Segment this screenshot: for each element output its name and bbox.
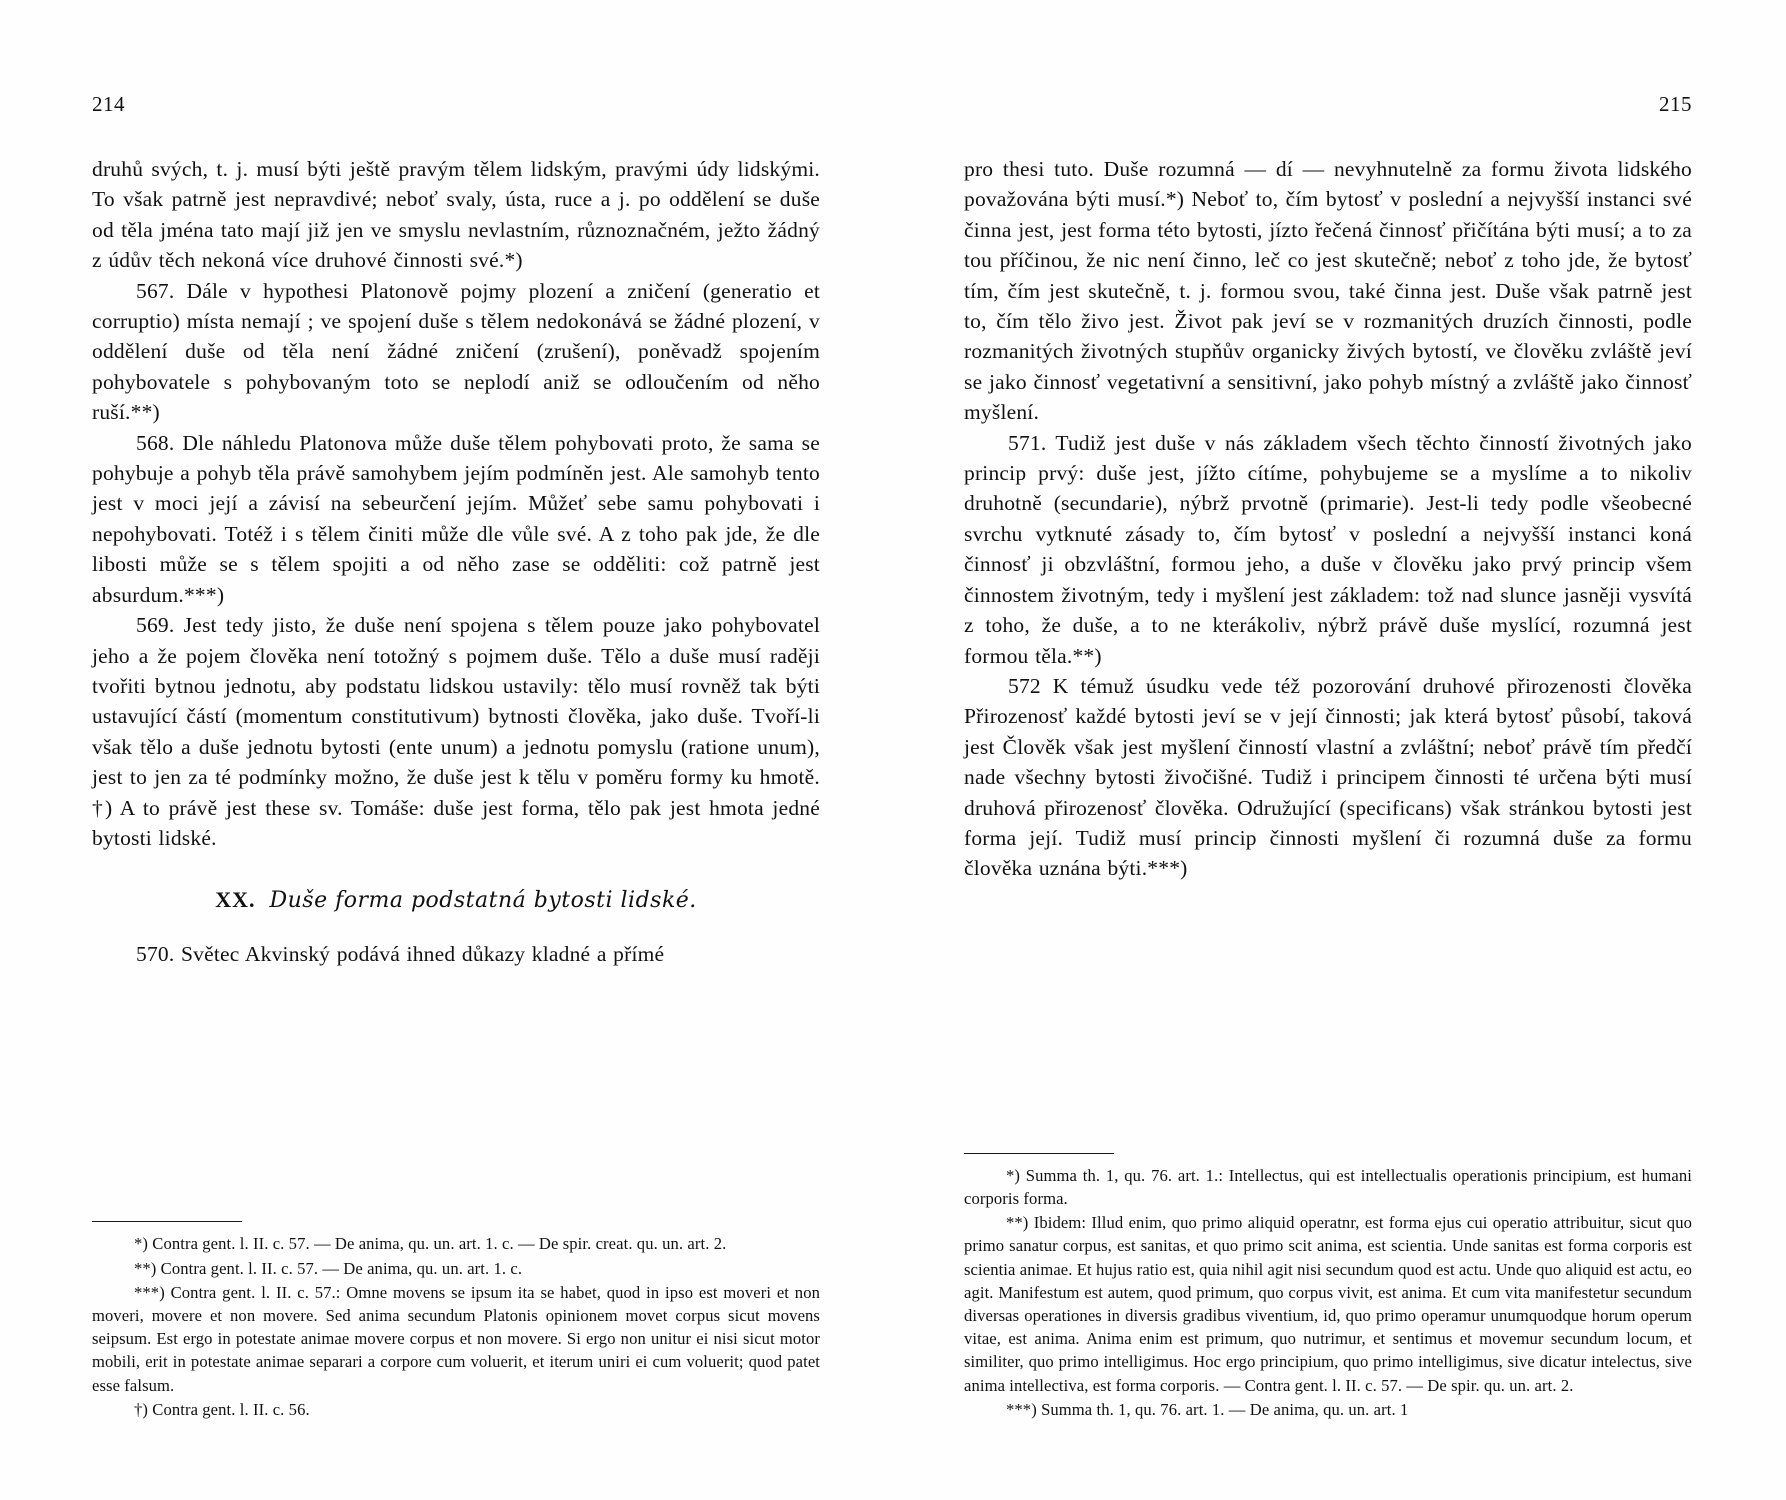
paragraph-570-cont: pro thesi tuto. Duše rozumná — dí — nevyhnutelně za formu života lidského považována býti musí.*) Neboť to, čím bytosť v poslední a nejvyšší instanci své činna jest, jest forma této bytosti, jízto řečená činnosť přičítána býti musí; a to za tou příčinou, že nic není činno, leč co jest skutečně; neboť z toho jde, že bytosť tím, čím jest skutečně, t. j. formou svou, také činna jest. Duše však patrně jest to, čím tělo živo jest. Život pak jeví se v rozmanitých druzích činnosti, podle rozmanitých životných stupňův organicky živých bytostí, ve člověku zvláště jeví se jako činnosť vegetativní a sensitivní, jako pohyb místný a zvláště jako činnosť myšlení. xyxy=(964,157,1692,425)
paragraph-572: 572 K témuž úsudku vede též pozorování druhové přirozenosti člověka Přirozenosť každé bytosti jeví se v její činnosti; jak která bytosť působí, taková jest Člověk však jest myšlení činností vlastní a zvláštní; neboť právě tím předčí nade všechny bytosti živočišné. Tudiž i principem činnosti té určena býti musí druhová přirozenosť člověka. Odružující (specificans) však stránkou bytosti jest forma její. Tudiž musí princip činnosti myšlení či rozumná duše za formu člověka uznána býti.***) xyxy=(964,673,1692,881)
footnotes-left xyxy=(92,1232,820,1421)
footnotes-right xyxy=(964,1164,1692,1421)
footnote-item: **) Contra gent. l. II. c. 57. — De anima, qu. un. art. 1. c. xyxy=(134,1258,523,1278)
left-footnote-block xyxy=(92,1195,820,1422)
footnote-divider-right xyxy=(964,1153,1114,1154)
footnote-item: †) Contra gent. l. II. c. 56. xyxy=(134,1399,310,1419)
footnote-item: *) Contra gent. l. II. c. 57. — De anima, qu. un. art. 1. c. — De spir. creat. qu. un. art. 2. xyxy=(134,1234,727,1254)
footnote-divider-left xyxy=(92,1221,242,1222)
footnote-item: ***) Summa th. 1, qu. 76. art. 1. — De anima, qu. un. art. 1 xyxy=(1006,1399,1409,1419)
page-number-right: 215 xyxy=(1659,92,1692,116)
section-heading xyxy=(92,887,820,913)
paragraph-568: 568. Dle náhledu Platonova může duše tělem pohybovati proto, že sama se pohybuje a pohyb těla právě samohybem jejím podmíněn jest. Ale samohyb tento jest v moci její a závisí na sebeurčení jejím. Můžeť sebe samu pohybovati i nepohybovati. Totéž i s tělem činiti může dle vůle své. A z toho pak jde, že dle libosti může se s tělem spojiti a od něho zase se odděliti: což patrně jest absurdum.***) xyxy=(92,430,820,607)
footnote-item: *) Summa th. 1, qu. 76. art. 1.: Intellectus, qui est intellectualis operationis principium, est humani corporis forma. xyxy=(964,1165,1692,1208)
footnote-item: **) Ibidem: Illud enim, quo primo aliquid operatnr, est forma ejus cui operatio attribuitur, sicut quo primo sanatur corpus, est sanitas, et quo primo scit anima, est scientia. Unde sanitas est forma corporis est scientia animae. Et hujus ratio est, quia nihil agit nisi secundum quod est actu. Unde quo aliquid est actu, eo agit. Manifestum est autem, quod primum, quo corpus vivit, est anima. Et cum vita manifestetur secundum diversas operationes in diversis gradibus viventium, id, quo primo operamur unumquodque horum operum vitae, est anima. Anima enim est primum, quo nutrimur, et sentimus et movemur secundum locum, et similiter, quo primo intelligimus. Hoc ergo principium, quo primo intelligimus, sive dicatur intelectus, sive anima intellectiva, est forma corporis. — Contra gent. l. II. c. 57. — De spir. qu. un. art. 2. xyxy=(964,1213,1692,1395)
left-page xyxy=(92,92,820,1422)
page-number-left: 214 xyxy=(92,92,125,116)
right-footnote-block xyxy=(964,1123,1692,1422)
paragraph-571: 571. Tudiž jest duše v nás základem všech těchto činností životných jako princip prvý: duše jest, jížto cítíme, pohybujeme se a myslíme a to nikoliv druhotně (secundarie), nýbrž prvotně (primarie). Jest-li tedy podle všeobecné svrchu vytknuté zásady to, čím bytosť v poslední a nejvyšší instanci koná činnosť ji obzvláštní, formou jeho, a duše v člověku jako prvý princip všem činnostem životným, tedy i myšlení jest základem: tož nad slunce jasněji vysvítá z toho, že duše, a to ne kterákoliv, nýbrž právě duše myslící, rozumná jest formou těla.**) xyxy=(964,430,1692,668)
two-page-spread xyxy=(92,92,1692,1422)
paragraph-570: 570. Světec Akvinský podává ihned důkazy kladné a přímé xyxy=(136,942,665,967)
section-title: Duše forma podstatná bytosti lidské. xyxy=(269,888,697,914)
paragraph-569: 569. Jest tedy jisto, že duše není spojena s tělem pouze jako pohybovatel jeho a že pojem člověka není totožný s pojmem duše. Tělo a duše musí raději tvořiti bytnou jednotu, aby podstatu lidskou ustavily: tělo musí rovněž tak býti ustavující částí (momentum constitutivum) bytnosti člověka, jako duše. Tvoří-li však tělo a duše jednotu bytosti (ente unum) a jednotu pomyslu (ratione unum), jest to jen za té podmínky možno, že duše jest k tělu v poměru formy ku hmotě. †) A to právě jest these sv. Tomáše: duše jest forma, tělo pak jest hmota jedné bytosti lidské. xyxy=(92,613,820,850)
section-number: XX. xyxy=(215,887,256,913)
footnote-item: ***) Contra gent. l. II. c. 57.: Omne movens se ipsum ita se habet, quod in ipso est moveri et non moveri, movere et non movere. Sed anima secundum Platonis opinionem movet corpus sicut movens seipsum. Est ergo in potestate animae movere corpus et non movere. Si ergo non unitur ei nisi sicut motor mobili, erit in potestate animae separari a corpore cum voluerit, et iterum uniri ei cum voluerit; quod patet esse falsum. xyxy=(92,1282,820,1395)
paragraph-566-cont: druhů svých, t. j. musí býti ještě pravým tělem lidským, pravými údy lidskými. To však patrně jest nepravdivé; neboť svaly, ústa, ruce a j. po oddělení se duše od těla jména tato mají již jen ve smyslu nevlastním, různoznačném, ježto žádný z údův těch nekoná více druhové činnosti své.*) xyxy=(92,157,820,273)
right-page xyxy=(964,92,1692,1422)
paragraph-567: 567. Dále v hypothesi Platonově pojmy plození a zničení (generatio et corruptio) místa nemají ; ve spojení duše s tělem nedokonává se žádné plození, v oddělení duše od těla není žádné zničení (zrušení), poněvadž spojením pohybovatele s pohybovaným toto se neplodí aniž se odloučením od něho ruší.**) xyxy=(92,278,820,425)
